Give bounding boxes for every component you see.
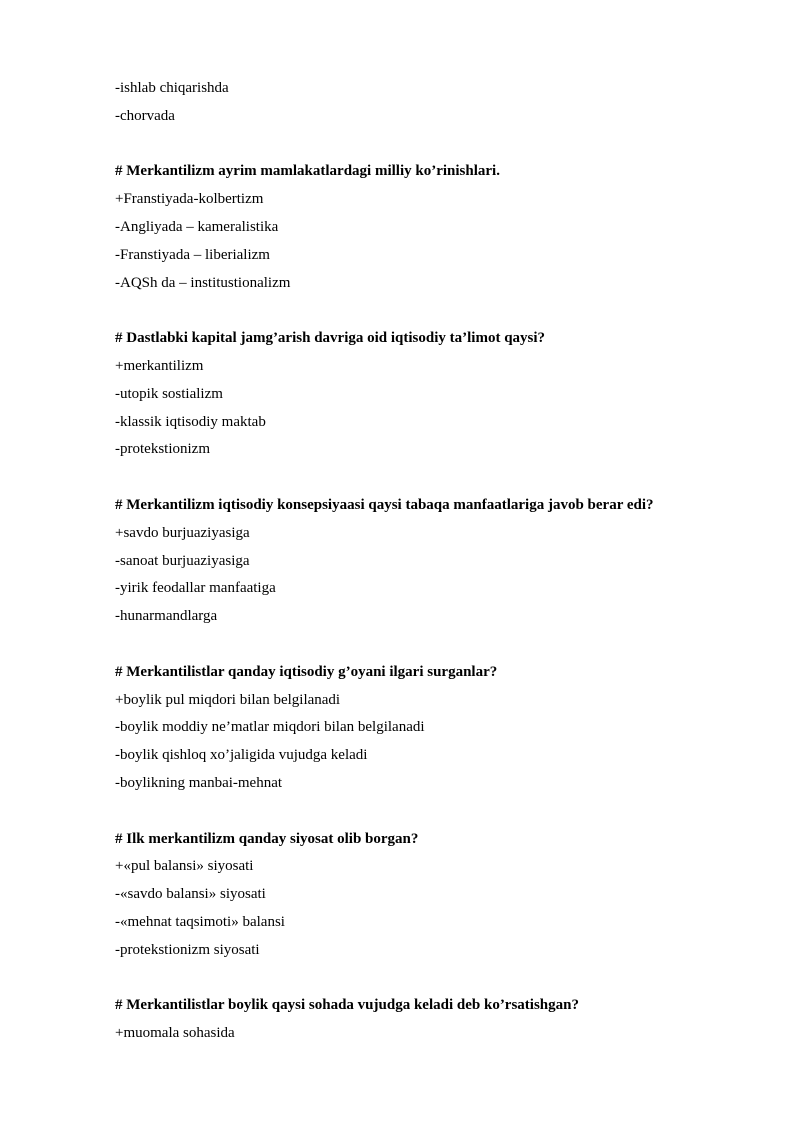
answer-option: -«savdo balansi» siyosati — [115, 886, 266, 903]
answer-option: -Angliyada – kameralistika — [115, 218, 279, 235]
answer-option: -klassik iqtisodiy maktab — [115, 413, 266, 430]
answer-option: -hunarmandlarga — [115, 608, 218, 625]
question-text: # Merkantilizm ayrim mamlakatlardagi milliy ko’rinishlari. — [115, 163, 500, 180]
answer-option: +muomala sohasida — [115, 1025, 235, 1042]
intro-option: -chorvada — [115, 107, 175, 124]
answer-option: +Franstiyada-kolbertizm — [115, 191, 264, 208]
question-text: # Merkantilizm iqtisodiy konsepsiyaasi qaysi tabaqa manfaatlariga javob berar edi? — [115, 496, 654, 513]
answer-option: +merkantilizm — [115, 357, 204, 374]
answer-option: +savdo burjuaziyasiga — [115, 524, 250, 541]
answer-option: -AQSh da – institustionalizm — [115, 274, 291, 291]
intro-option: -ishlab chiqarishda — [115, 80, 229, 96]
answer-option: -«mehnat taqsimoti» balansi — [115, 913, 285, 930]
document-page — [115, 75, 755, 1048]
question-text: # Merkantilistlar qanday iqtisodiy g’oyani ilgari surganlar? — [115, 663, 498, 680]
answer-option: -boylikning manbai-mehnat — [115, 774, 283, 791]
question-text: # Ilk merkantilizm qanday siyosat olib borgan? — [115, 830, 419, 847]
answer-option: -utopik sostializm — [115, 385, 223, 402]
answer-option: +boylik pul miqdori bilan belgilanadi — [115, 691, 341, 708]
spacer — [115, 631, 755, 659]
answer-option: -Franstiyada – liberializm — [115, 246, 270, 263]
answer-option: +«pul balansi» siyosati — [115, 858, 254, 875]
answer-option: -boylik moddiy ne’matlar miqdori bilan belgilanadi — [115, 719, 425, 736]
answer-option: -protekstionizm siyosati — [115, 941, 260, 958]
question-text: # Merkantilistlar boylik qaysi sohada vujudga keladi deb ko’rsatishgan? — [115, 997, 579, 1014]
spacer — [115, 798, 755, 826]
answer-option: -sanoat burjuaziyasiga — [115, 552, 250, 569]
spacer — [115, 131, 755, 159]
answer-option: -yirik feodallar manfaatiga — [115, 580, 276, 597]
spacer — [115, 965, 755, 993]
answer-option: -protekstionizm — [115, 441, 210, 458]
spacer — [115, 464, 755, 492]
answer-option: -boylik qishloq xo’jaligida vujudga keladi — [115, 747, 368, 764]
question-text: # Dastlabki kapital jamg’arish davriga oid iqtisodiy ta’limot qaysi? — [115, 330, 546, 347]
spacer — [115, 297, 755, 325]
